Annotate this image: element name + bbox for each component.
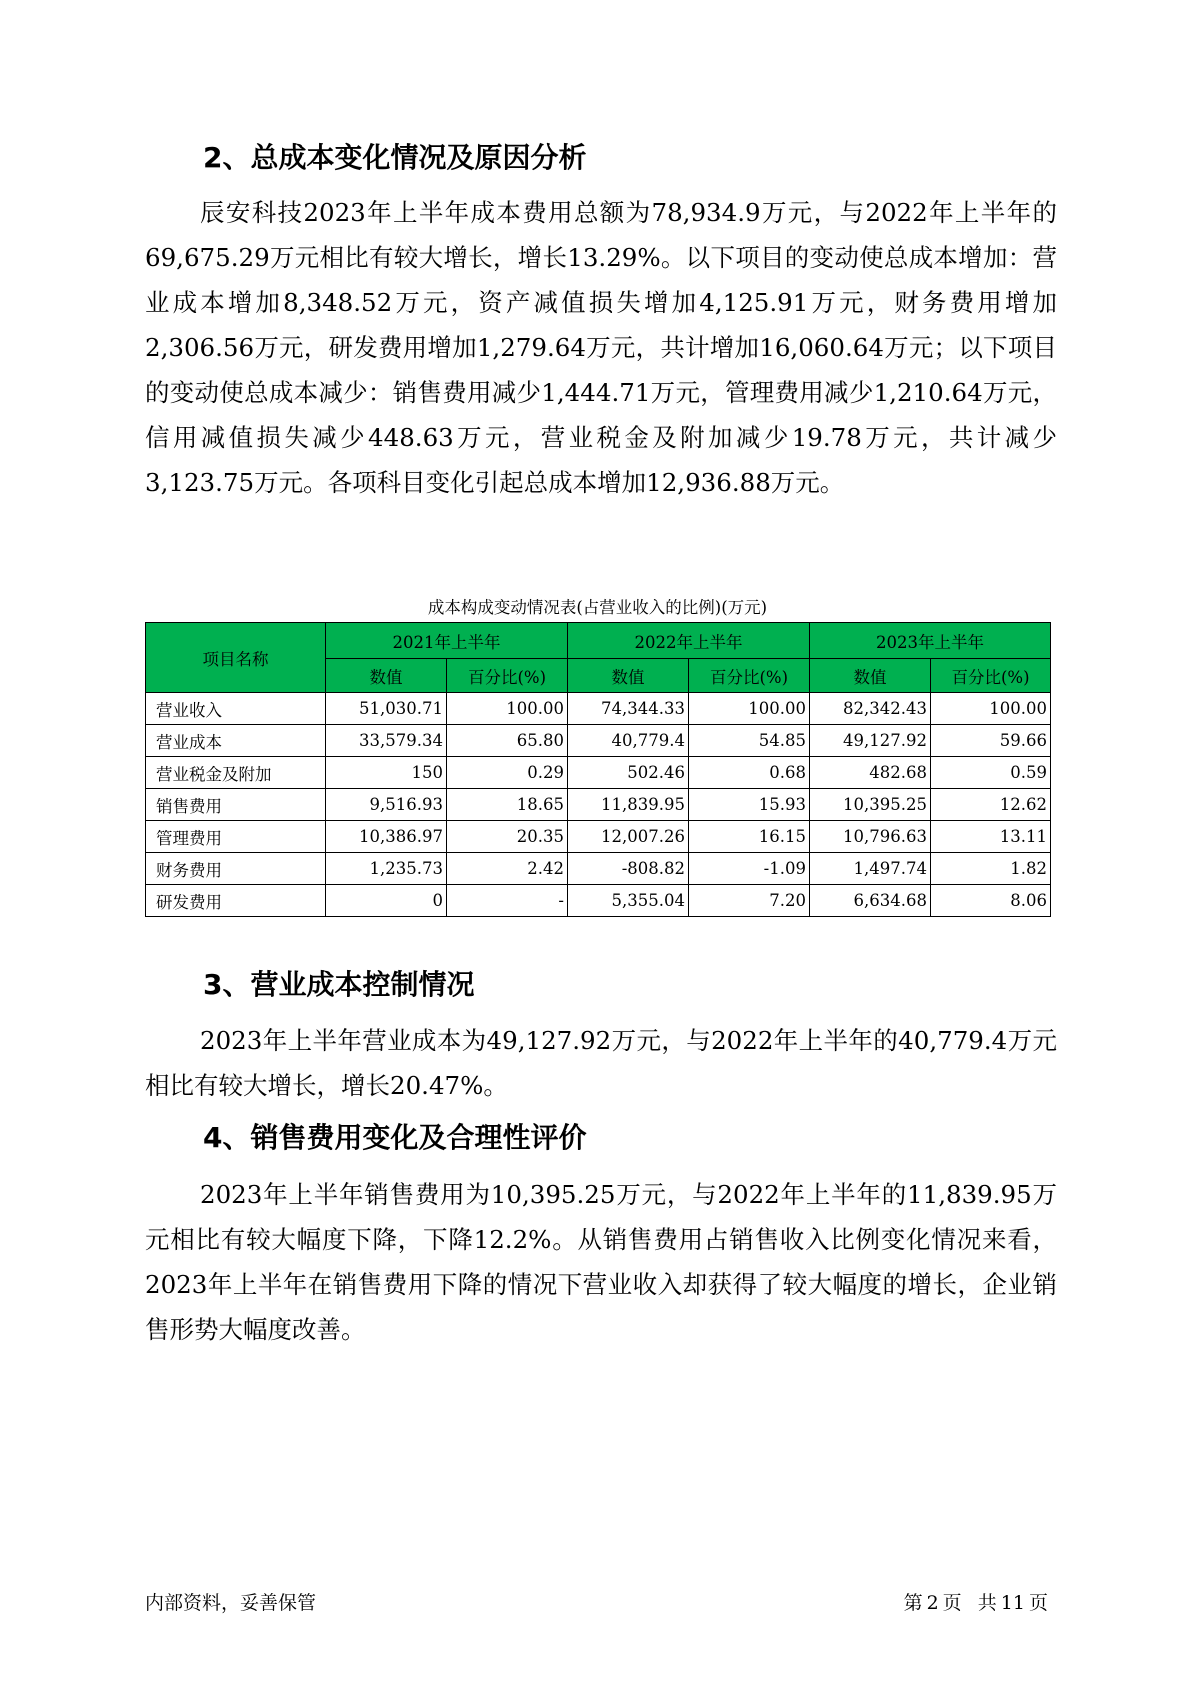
total-unit: 页 xyxy=(1028,1592,1048,1614)
table-cell: - xyxy=(447,885,568,917)
row-label: 研发费用 xyxy=(146,885,326,917)
table-cell: 49,127.92 xyxy=(810,725,931,757)
table-cell: 59.66 xyxy=(931,725,1051,757)
table-cell: 482.68 xyxy=(810,757,931,789)
table-cell: 100.00 xyxy=(447,693,568,725)
table-row xyxy=(146,757,1051,789)
table-cell: 150 xyxy=(326,757,447,789)
table-cell: 51,030.71 xyxy=(326,693,447,725)
table-cell: 10,386.97 xyxy=(326,821,447,853)
table-cell: 33,579.34 xyxy=(326,725,447,757)
table-row xyxy=(146,693,1051,725)
percent-header: 百分比(%) xyxy=(689,659,810,693)
table-cell: 0.29 xyxy=(447,757,568,789)
table-cell: 18.65 xyxy=(447,789,568,821)
value-header: 数值 xyxy=(326,659,447,693)
row-label: 财务费用 xyxy=(146,853,326,885)
page-prefix: 第 xyxy=(903,1592,923,1614)
row-label: 销售费用 xyxy=(146,789,326,821)
table-cell: 100.00 xyxy=(689,693,810,725)
table-caption: 成本构成变动情况表(占营业收入的比例)(万元) xyxy=(427,598,768,617)
table-cell: 11,839.95 xyxy=(568,789,689,821)
value-header: 数值 xyxy=(810,659,931,693)
table-cell: 54.85 xyxy=(689,725,810,757)
table-cell: 8.06 xyxy=(931,885,1051,917)
table-cell: 6,634.68 xyxy=(810,885,931,917)
table-cell: 82,342.43 xyxy=(810,693,931,725)
section-2-heading: 2、总成本变化情况及原因分析 xyxy=(203,141,587,174)
table-cell: 1,235.73 xyxy=(326,853,447,885)
section-3-heading: 3、营业成本控制情况 xyxy=(203,968,475,1001)
table-cell: -808.82 xyxy=(568,853,689,885)
page-unit: 页 xyxy=(942,1592,962,1614)
table-cell: 15.93 xyxy=(689,789,810,821)
table-cell: 10,395.25 xyxy=(810,789,931,821)
table-cell: 0.68 xyxy=(689,757,810,789)
table-cell: 65.80 xyxy=(447,725,568,757)
table-cell: 7.20 xyxy=(689,885,810,917)
row-label: 营业成本 xyxy=(146,725,326,757)
percent-header: 百分比(%) xyxy=(931,659,1051,693)
table-row xyxy=(146,821,1051,853)
footer-confidential-note: 内部资料，妥善保管 xyxy=(145,1592,317,1614)
page-number: 2 xyxy=(926,1592,939,1614)
table-row xyxy=(146,853,1051,885)
table-cell: 100.00 xyxy=(931,693,1051,725)
total-prefix: 共 xyxy=(977,1592,997,1614)
table-cell: 0 xyxy=(326,885,447,917)
section-3-paragraph: 2023年上半年营业成本为49,127.92万元，与2022年上半年的40,779.4万元相比有较大增长，增长20.47%。 xyxy=(145,1026,1057,1100)
table-row xyxy=(146,725,1051,757)
section-4-heading: 4、销售费用变化及合理性评价 xyxy=(203,1121,587,1154)
table-cell: 20.35 xyxy=(447,821,568,853)
total-pages: 11 xyxy=(1000,1592,1025,1614)
period-header-2022: 2022年上半年 xyxy=(568,623,810,659)
row-label: 管理费用 xyxy=(146,821,326,853)
period-header-2023: 2023年上半年 xyxy=(810,623,1051,659)
table-cell: 10,796.63 xyxy=(810,821,931,853)
table-cell: 40,779.4 xyxy=(568,725,689,757)
percent-header: 百分比(%) xyxy=(447,659,568,693)
table-cell: 2.42 xyxy=(447,853,568,885)
table-cell: 12.62 xyxy=(931,789,1051,821)
cost-structure-table xyxy=(145,622,1051,917)
table-cell: 1.82 xyxy=(931,853,1051,885)
footer-page-info xyxy=(900,1588,1048,1615)
table-cell: 502.46 xyxy=(568,757,689,789)
table-row xyxy=(146,885,1051,917)
section-4-paragraph: 2023年上半年销售费用为10,395.25万元，与2022年上半年的11,839.95万元相比有较大幅度下降，下降12.2%。从销售费用占销售收入比例变化情况来看，2023年上半年在销售费用下降的情况下营业收入却获得了较大幅度的增长，企业销售形势大幅度改善。 xyxy=(145,1180,1057,1344)
table-row xyxy=(146,789,1051,821)
value-header: 数值 xyxy=(568,659,689,693)
section-2-paragraph: 辰安科技2023年上半年成本费用总额为78,934.9万元，与2022年上半年的69,675.29万元相比有较大增长，增长13.29%。以下项目的变动使总成本增加：营业成本增加8,348.52万元，资产减值损失增加4,125.91万元，财务费用增加2,306.56万元，研发费用增加1,279.64万元，共计增加16,060.64万元；以下项目的变动使总成本减少：销售费用减少1,444.71万元，管理费用减少1,210.64万元，信用减值损失减少448.63万元，营业税金及附加减少19.78万元，共计减少3,123.75万元。各项科目变化引起总成本增加12,936.88万元。 xyxy=(145,198,1057,497)
period-header-2021: 2021年上半年 xyxy=(326,623,568,659)
table-cell: 5,355.04 xyxy=(568,885,689,917)
table-cell: 0.59 xyxy=(931,757,1051,789)
table-cell: 74,344.33 xyxy=(568,693,689,725)
table-cell: -1.09 xyxy=(689,853,810,885)
item-name-header: 项目名称 xyxy=(146,623,326,693)
table-cell: 1,497.74 xyxy=(810,853,931,885)
row-label: 营业税金及附加 xyxy=(146,757,326,789)
table-cell: 12,007.26 xyxy=(568,821,689,853)
table-cell: 13.11 xyxy=(931,821,1051,853)
row-label: 营业收入 xyxy=(146,693,326,725)
table-cell: 9,516.93 xyxy=(326,789,447,821)
table-cell: 16.15 xyxy=(689,821,810,853)
